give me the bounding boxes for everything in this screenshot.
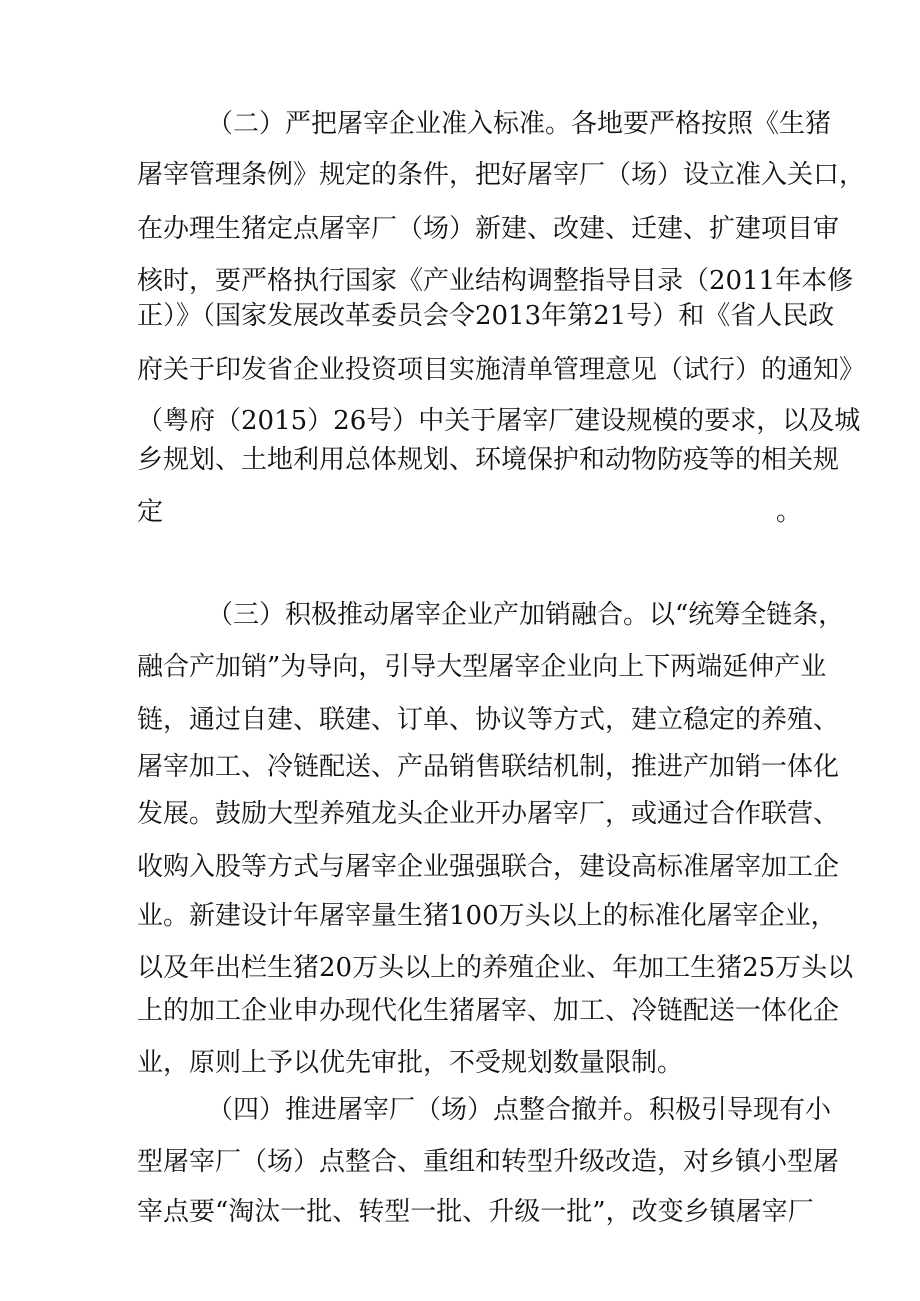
paragraph-3-line-1: （三）积极推动屠宰企业产加销融合。以“统筹全链条， — [207, 600, 845, 630]
paragraph-2-line-2: 屠宰管理条例》规定的条件，把好屠宰厂（场）设立准入关口， — [137, 160, 866, 190]
paragraph-2-line-1: （二）严把屠宰企业准入标准。各地要严格按照《生猪 — [207, 109, 832, 139]
paragraph-2-line-6: 府关于印发省企业投资项目实施清单管理意见（试行）的通知》 — [137, 355, 866, 385]
paragraph-3-line-5: 发展。鼓励大型养殖龙头企业开办屠宰厂，或通过合作联营、 — [137, 799, 840, 829]
paragraph-2-line-4: 核时，要严格执行国家《产业结构调整指导目录（2011年本修 — [137, 266, 854, 296]
paragraph-3-line-8: 以及年出栏生猪20万头以上的养殖企业、年加工生猪25万头以 — [137, 953, 854, 983]
paragraph-3-line-10: 业，原则上予以优先审批，不受规划数量限制。 — [137, 1048, 684, 1078]
paragraph-4-line-3: 宰点要“淘汰一批、转型一批、升级一批”，改变乡镇屠宰厂 — [137, 1197, 814, 1227]
paragraph-3-line-2: 融合产加销”为导向，引导大型屠宰企业向上下两端延伸产业 — [137, 652, 827, 682]
paragraph-2-line-8: 乡规划、土地利用总体规划、环境保护和动物防疫等的相关规 — [137, 445, 840, 475]
paragraph-2-line-7: （粤府（2015）26号）中关于屠宰厂建设规模的要求，以及城 — [137, 406, 861, 436]
paragraph-3-line-9: 上的加工企业申办现代化生猪屠宰、加工、冷链配送一体化企 — [137, 996, 840, 1026]
paragraph-4-line-2: 型屠宰厂（场）点整合、重组和转型升级改造，对乡镇小型屠 — [137, 1147, 840, 1177]
paragraph-3-line-3: 链，通过自建、联建、订单、协议等方式，建立稳定的养殖、 — [137, 705, 840, 735]
paragraph-3-line-4: 屠宰加工、冷链配送、产品销售联结机制，推进产加销一体化 — [137, 752, 840, 782]
paragraph-3-line-7: 业。新建设计年屠宰量生猪100万头以上的标准化屠宰企业， — [137, 901, 837, 931]
paragraph-3-line-6: 收购入股等方式与屠宰企业强强联合，建设高标准屠宰加工企 — [137, 852, 840, 882]
paragraph-4-line-1: （四）推进屠宰厂（场）点整合撤并。积极引导现有小 — [207, 1095, 832, 1125]
paragraph-2-line-9: 定。 — [137, 497, 802, 527]
paragraph-2-line-5: 正）》（国家发展改革委员会令2013年第21号）和《省人民政 — [137, 301, 835, 331]
paragraph-2-line-3: 在办理生猪定点屠宰厂（场）新建、改建、迁建、扩建项目审 — [137, 214, 840, 244]
